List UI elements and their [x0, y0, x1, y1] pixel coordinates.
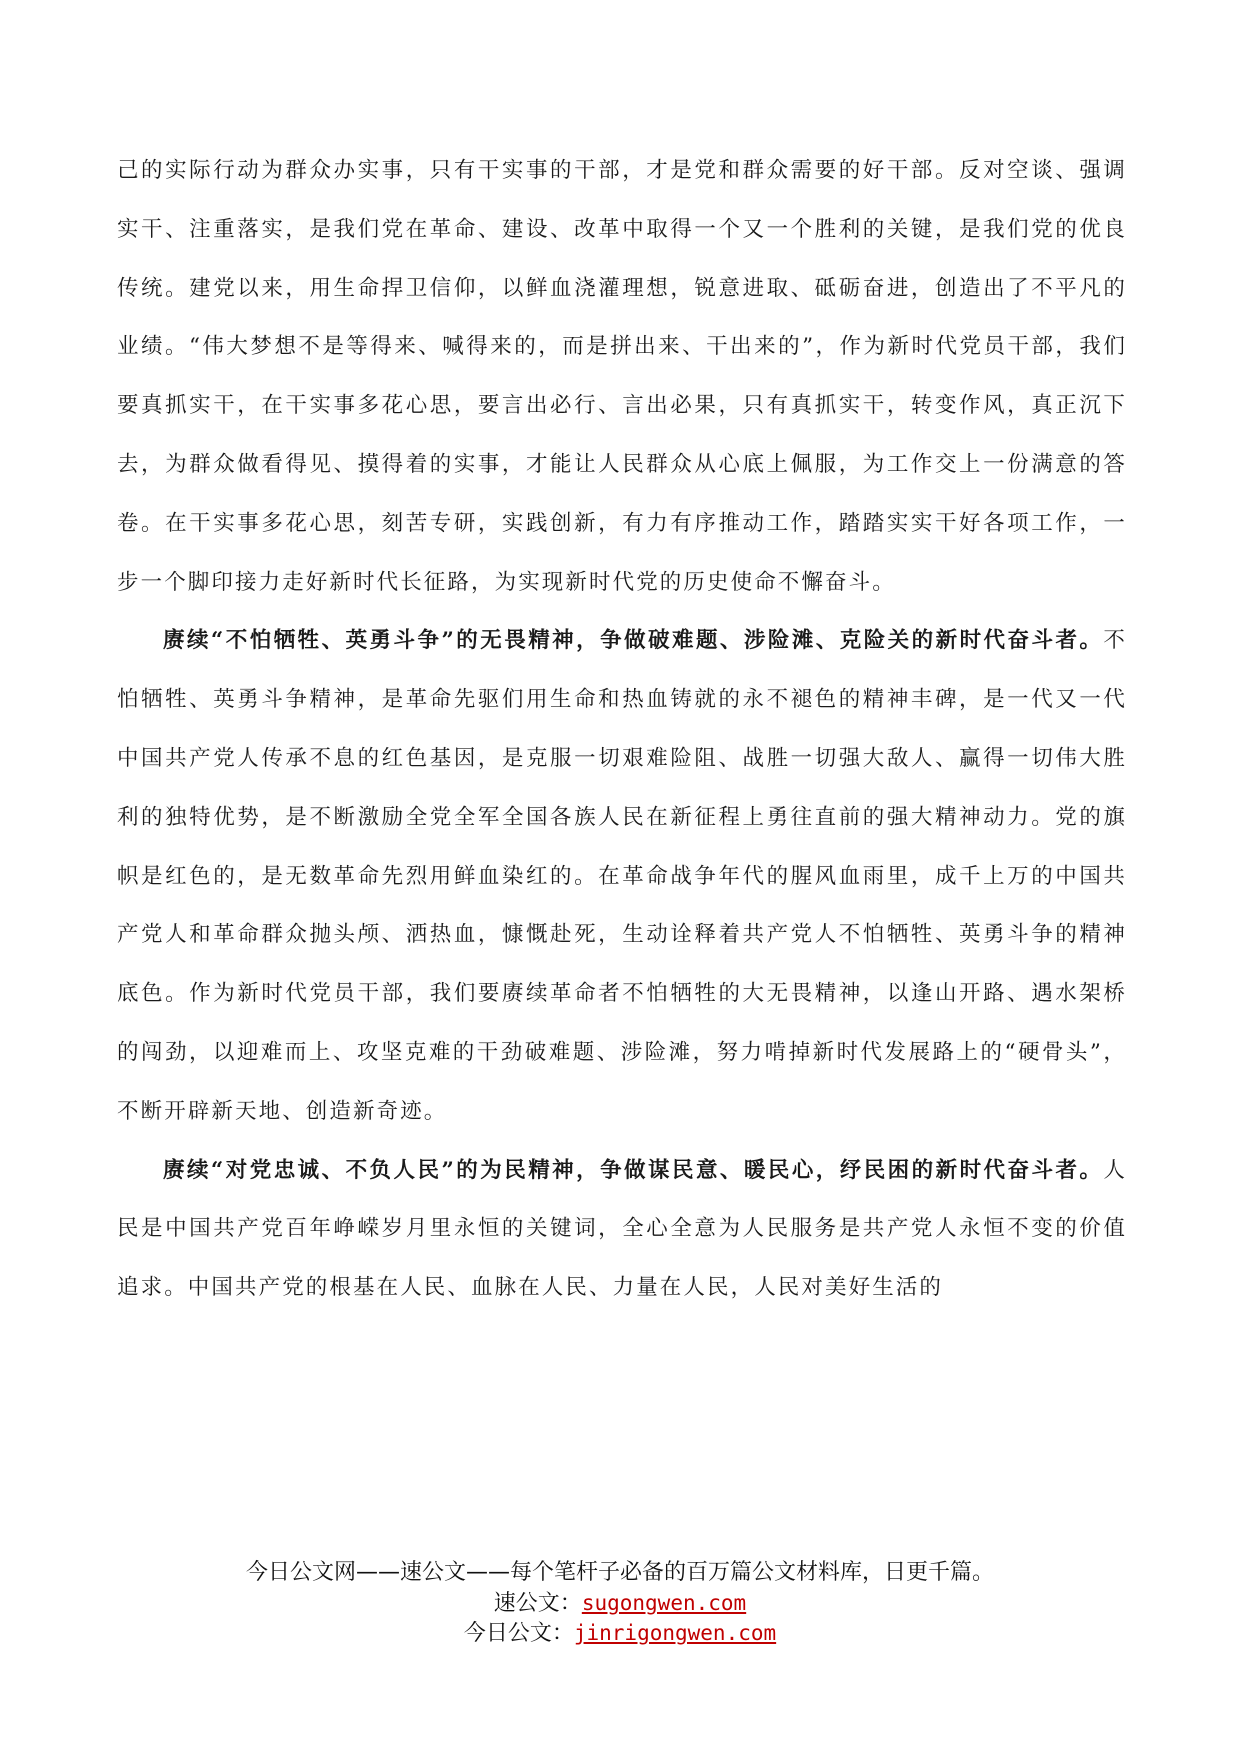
paragraph-text: 人民是中国共产党百年峥嵘岁月里永恒的关键词，全心全意为人民服务是共产党人永恒不变的价值追求。中国共产党的根基在人民、血脉在人民、力量在人民，人民对美好生活的 [117, 1157, 1127, 1301]
paragraph-text: 不怕牺牲、英勇斗争精神，是革命先驱们用生命和热血铸就的永不褪色的精神丰碑，是一代又一代中国共产党人传承不息的红色基因，是克服一切艰难险阻、战胜一切强大敌人、赢得一切伟大胜利的独特优势，是不断激励全党全军全国各族人民在新征程上勇往直前的强大精神动力。党的旗帜是红色的，是无数革命先烈用鲜血染红的。在革命战争年代的腥风血雨里，成千上万的中国共产党人和革命群众抛头颅、洒热血，慷慨赴死，生动诠释着共产党人不怕牺牲、英勇斗争的精神底色。作为新时代党员干部，我们要赓续革命者不怕牺牲的大无畏精神，以逢山开路、遇水架桥的闯劲，以迎难而上、攻坚克难的干劲破难题、涉险滩，努力啃掉新时代发展路上的“硬骨头”，不断开辟新天地、创造新奇迹。 [117, 628, 1127, 1124]
paragraph-lead: 赓续“不怕牺牲、英勇斗争”的无畏精神，争做破难题、涉险滩、克险关的新时代奋斗者。 [163, 628, 1104, 654]
paragraph-3 [117, 1142, 1127, 1318]
footer-line-sugongwen [0, 1588, 1240, 1618]
paragraph-1 [117, 142, 1127, 612]
paragraph-lead: 赓续“对党忠诚、不负人民”的为民精神，争做谋民意、暖民心，纾民困的新时代奋斗者。 [163, 1157, 1104, 1183]
footer-line-jinrigongwen [0, 1618, 1240, 1648]
footer-tagline: 今日公文网——速公文——每个笔杆子必备的百万篇公文材料库，日更千篇。 [245, 1560, 994, 1585]
jinrigongwen-link[interactable]: jinrigongwen.com [573, 1621, 777, 1645]
sugongwen-link[interactable]: sugongwen.com [581, 1591, 747, 1615]
document-body [117, 142, 1127, 1318]
footer-label: 速公文： [493, 1591, 582, 1616]
page-footer [0, 1558, 1240, 1648]
footer-label: 今日公文： [463, 1621, 574, 1646]
paragraph-2 [117, 612, 1127, 1141]
paragraph-text: 己的实际行动为群众办实事，只有干实事的干部，才是党和群众需要的好干部。反对空谈、强调实干、注重落实，是我们党在革命、建设、改革中取得一个又一个胜利的关键，是我们党的优良传统。建党以来，用生命捍卫信仰，以鲜血浇灌理想，锐意进取、砥砺奋进，创造出了不平凡的业绩。“伟大梦想不是等得来、喊得来的，而是拼出来、干出来的”，作为新时代党员干部，我们要真抓实干，在干实事多花心思，要言出必行、言出必果，只有真抓实干，转变作风，真正沉下去，为群众做看得见、摸得着的实事，才能让人民群众从心底上佩服，为工作交上一份满意的答卷。在干实事多花心思，刻苦专研，实践创新，有力有序推动工作，踏踏实实干好各项工作，一步一个脚印接力走好新时代长征路，为实现新时代党的历史使命不懈奋斗。 [117, 158, 1127, 595]
